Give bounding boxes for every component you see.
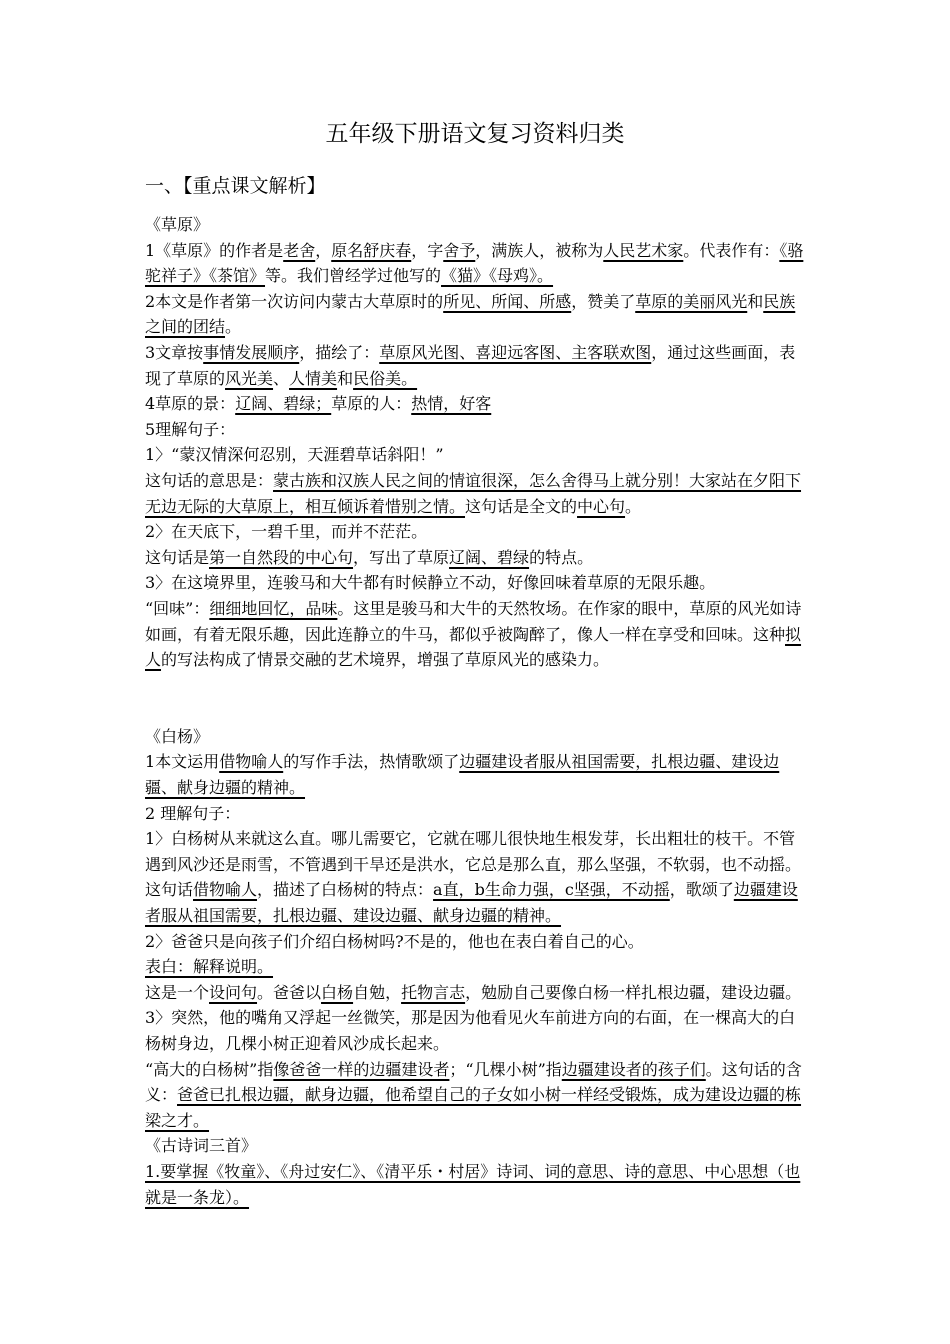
spacer	[145, 673, 810, 699]
caoyuan-point-5: 5理解句子：	[145, 419, 236, 439]
lesson-title-caoyuan: 《草原》	[145, 215, 210, 234]
baiyang-sentence-2-explain: 这是一个设问句。爸爸以白杨自勉，托物言志，勉励自己要像白杨一样扎根边疆，建设边疆。	[145, 982, 802, 1002]
baiyang-sentence-1-explain: 这句话借物喻人，描述了白杨树的特点：a直，b生命力强，c坚强，不动摇，歌颂了边疆建设者服从祖国需要，扎根边疆、建设边疆、献身边疆的精神。	[145, 880, 798, 926]
baiyang-sentence-3: 3〉突然，他的嘴角又浮起一丝微笑，那是因为他看见火车前进方向的右面，在一棵高大的白杨树身边，几棵小树正迎着风沙成长起来。	[145, 1008, 796, 1053]
baiyang-sentence-1: 1〉白杨树从来就这么直。哪儿需要它，它就在哪儿很快地生根发芽，长出粗壮的枝干。不管遇到风沙还是雨雪，不管遇到干旱还是洪水，它总是那么直，那么坚强，不软弱，也不动摇。	[145, 829, 802, 874]
spacer	[145, 698, 810, 724]
page-title: 五年级下册语文复习资料归类	[325, 121, 625, 147]
caoyuan-point-1: 1《草原》的作者是老舍，原名舒庆春，字舍予，满族人，被称为人民艺术家。代表作有：《骆驼祥子》《茶馆》等。我们曾经学过他写的《猫》《母鸡》。	[145, 240, 804, 286]
baiyang-point-1: 1本文运用借物喻人的写作手法，热情歌颂了边疆建设者服从祖国需要，扎根边疆、建设边疆、献身边疆的精神。	[145, 752, 780, 798]
caoyuan-point-4: 4草原的景：辽阔、碧绿；草原的人：热情，好客	[145, 394, 492, 414]
baiyang-point-2: 2 理解句子：	[145, 803, 241, 823]
document-body	[145, 212, 810, 1210]
baiyang-sentence-2: 2〉爸爸只是向孩子们介绍白杨树吗?不是的，他也在表白着自己的心。	[145, 931, 644, 951]
baiyang-sentence-3-explain: “高大的白杨树”指像爸爸一样的边疆建设者；“几棵小树”指边疆建设者的孩子们。这句话的含义：爸爸已扎根边疆，献身边疆，他希望自己的子女如小树一样经受锻炼，成为建设边疆的栋梁之才。	[145, 1059, 802, 1130]
caoyuan-sentence-1: 1〉“蒙汉情深何忍别，天涯碧草话斜阳！”	[145, 445, 444, 465]
caoyuan-sentence-3-explain: “回味”：细细地回忆，品味。这里是骏马和大牛的天然牧场。在作家的眼中，草原的风光如诗如画，有着无限乐趣，因此连静立的牛马，都似乎被陶醉了，像人一样在享受和回味。这种拟人的写法构成了情景交融的艺术境界，增强了草原风光的感染力。	[145, 598, 802, 670]
caoyuan-sentence-1-explain: 这句话的意思是：蒙古族和汉族人民之间的情谊很深，怎么舍得马上就分别！大家站在夕阳下无边无际的大草原上，相互倾诉着惜别之情。这句话是全文的中心句。	[145, 470, 802, 516]
caoyuan-sentence-3: 3〉在这境界里，连骏马和大牛都有时候静立不动，好像回味着草原的无限乐趣。	[145, 573, 716, 593]
gushici-point-1: 1.要掌握《牧童》、《舟过安仁》、《清平乐・村居》诗词、词的意思、诗的意思、中心思想（也就是一条龙）。	[145, 1161, 801, 1207]
caoyuan-point-2: 2本文是作者第一次访问内蒙古大草原时的所见、所闻、所感，赞美了草原的美丽风光和民族之间的团结。	[145, 291, 796, 337]
lesson-title-baiyang: 《白杨》	[145, 726, 210, 746]
caoyuan-sentence-2-explain: 这句话是第一自然段的中心句，写出了草原辽阔、碧绿的特点。	[145, 547, 594, 567]
baiyang-sentence-2-definition: 表白：解释说明。	[145, 957, 274, 977]
lesson-title-gushici: 《古诗词三首》	[145, 1136, 258, 1156]
caoyuan-point-3: 3文章按事情发展顺序，描绘了：草原风光图、喜迎远客图、主客联欢图，通过这些画面，表现了草原的风光美、人情美和民俗美。	[145, 342, 796, 388]
caoyuan-sentence-2: 2〉在天底下，一碧千里，而并不茫茫。	[145, 522, 428, 542]
section-heading: 一、【重点课文解析】	[145, 175, 326, 197]
